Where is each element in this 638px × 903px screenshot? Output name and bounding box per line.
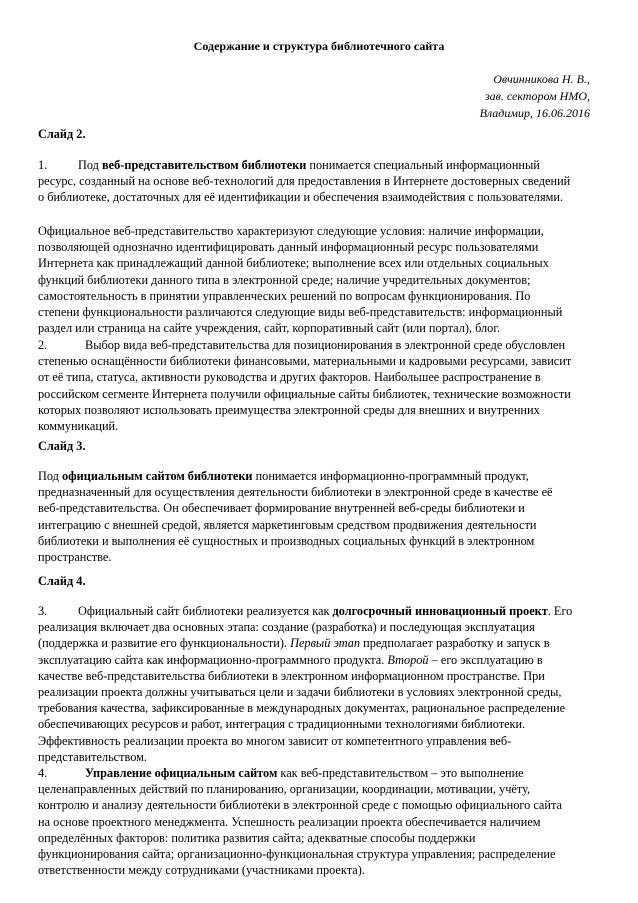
text-run: Официальный сайт библиотеки реализуется как bbox=[78, 604, 333, 618]
text-run: эксплуатацию сайта как информационно-программного продукта. bbox=[38, 652, 388, 667]
paragraph-line: пространстве. bbox=[38, 550, 112, 565]
paragraph-line bbox=[38, 765, 598, 781]
slide-2-paragraph-2 bbox=[38, 223, 598, 336]
paragraph-line: российском сегменте Интернета получили официальные сайты библиотек, технические возможности bbox=[38, 386, 571, 401]
text-run: как веб-представительством – это выполнение bbox=[277, 766, 524, 780]
paragraph-line: веб-представительства. Он обеспечивает формирование внутренней веб-среды библиотеки и bbox=[38, 501, 525, 516]
text-run: (поддержка и развитие его функциональности). bbox=[38, 636, 291, 651]
text-run: Под bbox=[78, 158, 103, 172]
paragraph-line: реализации проекта должны учитываться цели и задачи библиотеки в условиях электронной среды, bbox=[38, 685, 562, 700]
paragraph-line: предназначенный для осуществления деятельности библиотеки в электронной среде в качестве её bbox=[38, 485, 553, 500]
paragraph-line bbox=[38, 603, 598, 619]
author-position: зав. сектором НМО, bbox=[484, 89, 590, 103]
slide-4-heading: Слайд 4. bbox=[38, 574, 86, 588]
term-bold: веб-представительством библиотеки bbox=[102, 158, 307, 172]
paragraph-line bbox=[38, 635, 598, 651]
text-run: . Его bbox=[547, 604, 573, 618]
paragraph-line: степени функциональности различаются следующие виды веб-представительств: информационный bbox=[38, 305, 563, 320]
slide-4-paragraph-1 bbox=[38, 603, 598, 765]
paragraph-line: которых позволяют использовать преимущества электронной среды для внешних и внутренних bbox=[38, 402, 540, 417]
paragraph-line: Официальное веб-представительство характеризуют следующие условия: наличие информации, bbox=[38, 224, 544, 238]
paragraph-line: реализация включает два основных этапа: создание (разработка) и последующая эксплуатация bbox=[38, 620, 535, 635]
author-block bbox=[480, 71, 590, 122]
term-italic: Первый этап bbox=[290, 636, 361, 651]
paragraph-line: Интернета как принадлежащий данной библиотеке; выполнение всех или отдельных социальных bbox=[38, 256, 549, 271]
paragraph-line: функций библиотеки данного типа в электронной среде; наличие учредительных документов; bbox=[38, 272, 531, 287]
paragraph-line: целенаправленных действий по планированию, организации, координации, мотивации, учёту, bbox=[38, 782, 531, 797]
paragraph-line: ответственности между сотрудниками (участниками проекта). bbox=[38, 863, 365, 878]
term-italic: Второй bbox=[387, 652, 429, 667]
paragraph-line: степенью оснащённости библиотеки финансовыми, материальными и кадровыми ресурсами, зависит bbox=[38, 354, 572, 369]
text-run: понимается информационно-программный продукт, bbox=[252, 469, 529, 483]
term-bold: долгосрочный инновационный проект bbox=[332, 604, 548, 618]
paragraph-line: библиотеки и выполнения её сущностных и производных социальных функций в электронном bbox=[38, 533, 535, 548]
paragraph-line: о библиотеке, достаточных для её идентификации и обеспечения взаимодействия с пользователями. bbox=[38, 190, 564, 205]
term-bold: Управление официальным сайтом bbox=[85, 766, 278, 780]
paragraph-line: представительством. bbox=[38, 749, 148, 764]
text-run: – его эксплуатацию в bbox=[428, 652, 543, 667]
paragraph-line: позволяющей однозначно идентифицировать данный информационный ресурс пользователями bbox=[38, 240, 539, 255]
author-name: Овчинникова Н. В., bbox=[493, 72, 590, 86]
paragraph-line: ресурс, созданный на основе веб-технологий для предоставления в Интернете достоверных сведений bbox=[38, 174, 571, 189]
paragraph-line: Эффективность реализации проекта во многом зависит от компетентного управления веб- bbox=[38, 733, 512, 748]
paragraph-line: от её типа, статуса, активности руководства и других факторов. Наибольшее распространение в bbox=[38, 370, 541, 385]
slide-2-paragraph-3 bbox=[38, 337, 598, 434]
slide-3-heading: Слайд 3. bbox=[38, 439, 86, 453]
paragraph-number: 2. bbox=[38, 338, 48, 352]
slide-4-paragraph-2 bbox=[38, 765, 598, 878]
paragraph-line bbox=[38, 157, 598, 173]
paragraph-line: определённых факторов: политика развития сайта; адекватные способы поддержки bbox=[38, 830, 476, 845]
slide-3-paragraph bbox=[38, 468, 598, 565]
paragraph-line: качестве веб-представительства библиотеки в электронном информационном пространстве. При bbox=[38, 668, 545, 683]
paragraph-line: на основе проектного менеджмента. Успешность реализации проекта обеспечивается наличием bbox=[38, 814, 541, 829]
paragraph-line: раздел или страница на сайте учреждения, сайт, корпоративный сайт (или портал), блог. bbox=[38, 321, 501, 336]
paragraph-line: интеграцию с внешней средой, является маркетинговым средством продвижения деятельности bbox=[38, 517, 537, 532]
slide-2-paragraph-1 bbox=[38, 157, 598, 206]
paragraph-line: требования качества, зафиксированные в международных документах, рациональное распределение bbox=[38, 701, 566, 716]
paragraph-line: обеспечивающих ресурсов и работ, интеграция с традиционными технологиями библиотеки. bbox=[38, 717, 526, 732]
paragraph-line: контролю и анализу деятельности библиотеки в электронной среде с помощью официального сайта bbox=[38, 798, 562, 813]
author-place-date: Владимир, 16.06.2016 bbox=[479, 106, 590, 120]
paragraph-line bbox=[38, 468, 598, 484]
paragraph-line: самостоятельность в принятии управленческих решений по вопросам функционирования. По bbox=[38, 288, 531, 303]
text-run: предполагает разработку и запуск в bbox=[360, 636, 550, 651]
paragraph-number: 3. bbox=[38, 604, 48, 618]
slide-2-heading: Слайд 2. bbox=[38, 127, 86, 141]
paragraph-line: функционирования сайта; организационно-функциональная структура управления; распределение bbox=[38, 847, 556, 862]
paragraph-line bbox=[38, 337, 598, 353]
term-bold: официальным сайтом библиотеки bbox=[62, 469, 253, 483]
paragraph-number: 4. bbox=[38, 766, 48, 780]
text-run: понимается специальный информационный bbox=[306, 158, 540, 172]
paragraph-line: коммуникаций. bbox=[38, 419, 119, 434]
document-title: Содержание и структура библиотечного сайта bbox=[193, 39, 445, 53]
paragraph-line bbox=[38, 652, 598, 668]
paragraph-number: 1. bbox=[38, 158, 48, 172]
text-run: Под bbox=[38, 469, 63, 483]
text-run: Выбор вида веб-представительства для позиционирования в электронной среде обусловлен bbox=[85, 338, 566, 352]
